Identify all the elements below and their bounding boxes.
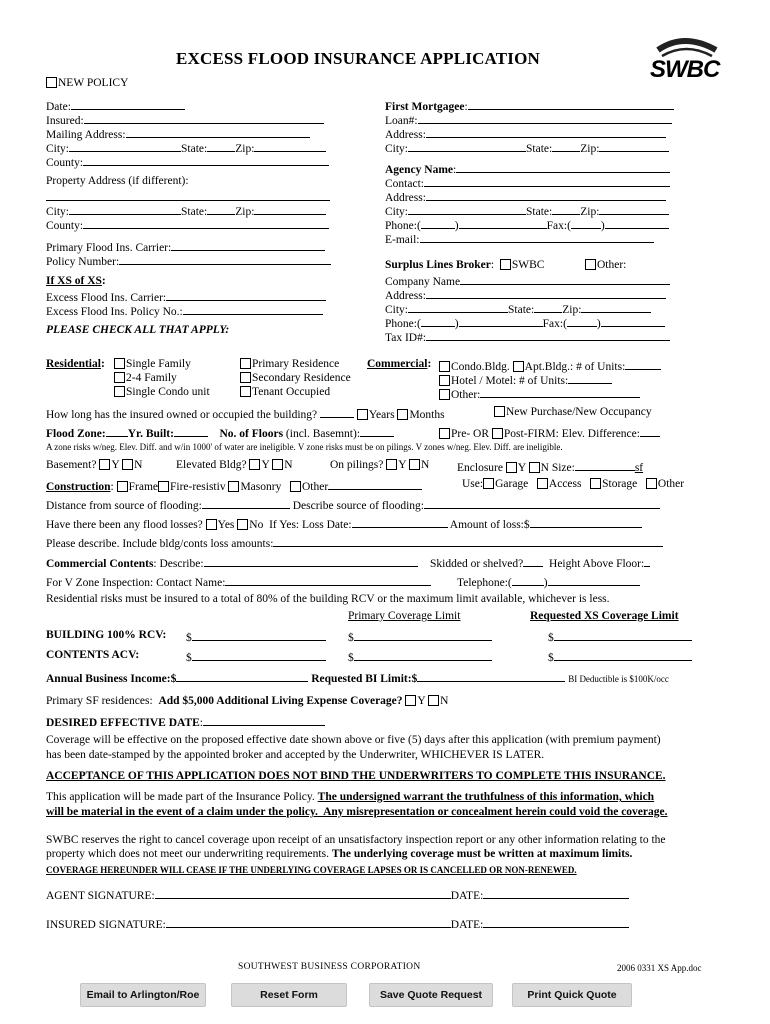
- email-button[interactable]: Email to Arlington/Roe: [80, 983, 206, 1007]
- acceptance-notice: ACCEPTANCE OF THIS APPLICATION DOES NOT BIND THE UNDERWRITERS TO COMPLETE THIS INSURANCE.: [46, 770, 666, 782]
- broker-city-field[interactable]: [408, 300, 508, 313]
- xs-carrier-field[interactable]: [166, 288, 326, 301]
- flood-zone-field[interactable]: [106, 424, 128, 437]
- property-address-field[interactable]: [46, 188, 330, 201]
- enclosure-size-field[interactable]: [575, 458, 635, 471]
- loss-description-field[interactable]: [273, 534, 663, 547]
- distance-field[interactable]: [202, 496, 290, 509]
- fire-resistive-checkbox[interactable]: [158, 481, 169, 492]
- occupancy-duration-field[interactable]: [320, 405, 354, 418]
- new-purchase-checkbox[interactable]: [494, 406, 505, 417]
- single-condo-checkbox[interactable]: [114, 386, 125, 397]
- vzone-phone-area[interactable]: [512, 573, 544, 586]
- property-address-label: Property Address (if different):: [46, 175, 189, 187]
- skidded-field[interactable]: [523, 554, 543, 567]
- primary-residence-checkbox[interactable]: [240, 358, 251, 369]
- check-all-label: PLEASE CHECK ALL THAT APPLY:: [46, 324, 230, 336]
- requested-limit-header: Requested XS Coverage Limit: [530, 610, 679, 622]
- pilings-y-checkbox[interactable]: [386, 459, 397, 470]
- enclosure-y-checkbox[interactable]: [506, 462, 517, 473]
- mortgagee-state-field[interactable]: [552, 139, 580, 152]
- xs-policy-field[interactable]: [183, 302, 323, 315]
- contents-primary-limit-field[interactable]: [354, 648, 492, 661]
- access-checkbox[interactable]: [537, 478, 548, 489]
- masonry-checkbox[interactable]: [228, 481, 239, 492]
- pilings-n-checkbox[interactable]: [409, 459, 420, 470]
- agency-phone-area[interactable]: [421, 216, 455, 229]
- floors-field[interactable]: [360, 424, 394, 437]
- broker-address-field[interactable]: [426, 286, 666, 299]
- agency-fax-area[interactable]: [571, 216, 601, 229]
- tax-id-field[interactable]: [426, 328, 670, 341]
- vzone-contact-field[interactable]: [225, 573, 431, 586]
- construction-other-checkbox[interactable]: [290, 481, 301, 492]
- property-zip-field[interactable]: [254, 202, 326, 215]
- vzone-phone-field[interactable]: [548, 573, 640, 586]
- state-field[interactable]: [207, 139, 235, 152]
- agent-date-field[interactable]: [483, 886, 629, 899]
- loss-date-field[interactable]: [352, 515, 448, 528]
- agency-contact-field[interactable]: [424, 174, 670, 187]
- swbc-checkbox[interactable]: [500, 259, 511, 270]
- pre-firm-checkbox[interactable]: [439, 428, 450, 439]
- elevated-n-checkbox[interactable]: [272, 459, 283, 470]
- mortgagee-address-field[interactable]: [426, 125, 666, 138]
- use-other-checkbox[interactable]: [646, 478, 657, 489]
- property-city-field[interactable]: [69, 202, 181, 215]
- primary-carrier-field[interactable]: [171, 238, 325, 251]
- first-mortgagee-field[interactable]: [468, 97, 674, 110]
- bi-limit-field[interactable]: [417, 669, 565, 682]
- building-xs-limit-field[interactable]: [554, 628, 692, 641]
- garage-checkbox[interactable]: [483, 478, 494, 489]
- single-family-checkbox[interactable]: [114, 358, 125, 369]
- footer-doc-id: 2006 0331 XS App.doc: [617, 963, 702, 973]
- mailing-address-field[interactable]: [126, 125, 310, 138]
- agency-phone-field[interactable]: [459, 216, 547, 229]
- construction-other-field[interactable]: [328, 477, 422, 490]
- insured-date-field[interactable]: [483, 915, 629, 928]
- losses-no-checkbox[interactable]: [237, 519, 248, 530]
- agency-zip-field[interactable]: [599, 202, 669, 215]
- property-county-field[interactable]: [83, 216, 329, 229]
- contents-acv-field[interactable]: [192, 648, 326, 661]
- loss-amount-field[interactable]: [530, 515, 642, 528]
- enclosure-n-checkbox[interactable]: [529, 462, 540, 473]
- contents-xs-limit-field[interactable]: [554, 648, 692, 661]
- zip-field[interactable]: [254, 139, 326, 152]
- broker-fax-field[interactable]: [601, 314, 665, 327]
- broker-company-field[interactable]: [460, 272, 670, 285]
- storage-checkbox[interactable]: [590, 478, 601, 489]
- agency-email-field[interactable]: [420, 230, 654, 243]
- agency-name-field[interactable]: [456, 160, 670, 173]
- swbc-logo: [648, 30, 726, 84]
- flood-source-field[interactable]: [424, 496, 660, 509]
- building-primary-limit-field[interactable]: [354, 628, 492, 641]
- height-field[interactable]: [644, 554, 650, 567]
- broker-phone-field[interactable]: [459, 314, 543, 327]
- print-quote-button[interactable]: Print Quick Quote: [512, 983, 632, 1007]
- primary-limit-header: Primary Coverage Limit: [348, 610, 461, 622]
- basement-n-checkbox[interactable]: [122, 459, 133, 470]
- building-rcv-field[interactable]: [192, 628, 326, 641]
- two-four-family-checkbox[interactable]: [114, 372, 125, 383]
- mortgagee-city-field[interactable]: [408, 139, 526, 152]
- post-firm-checkbox[interactable]: [492, 428, 503, 439]
- policy-number-field[interactable]: [119, 252, 331, 265]
- form-title: EXCESS FLOOD INSURANCE APPLICATION: [176, 49, 541, 68]
- agency-state-field[interactable]: [552, 202, 580, 215]
- hotel-units-field[interactable]: [568, 371, 612, 384]
- effective-date-field[interactable]: [203, 713, 325, 726]
- reset-button[interactable]: Reset Form: [231, 983, 347, 1007]
- agency-fax-field[interactable]: [605, 216, 669, 229]
- city-field[interactable]: [69, 139, 181, 152]
- swbc-logo-text: SWBC: [650, 56, 720, 83]
- months-checkbox[interactable]: [397, 409, 408, 420]
- loan-field[interactable]: [418, 111, 672, 124]
- date-field[interactable]: [71, 97, 185, 110]
- basement-y-checkbox[interactable]: [99, 459, 110, 470]
- insured-field[interactable]: [84, 111, 324, 124]
- new-policy-row: NEW POLICY: [46, 76, 128, 90]
- mortgagee-zip-field[interactable]: [599, 139, 669, 152]
- agency-city-field[interactable]: [408, 202, 526, 215]
- insured-signature-field[interactable]: [166, 915, 451, 928]
- apt-units-field[interactable]: [625, 357, 661, 370]
- new-policy-checkbox[interactable]: [46, 77, 57, 88]
- save-quote-button[interactable]: Save Quote Request: [369, 983, 493, 1007]
- rcv-requirement-note: Residential risks must be insured to a total of 80% of the building RCV or the maximum limit available, whichever is less.: [46, 593, 610, 605]
- secondary-residence-checkbox[interactable]: [240, 372, 251, 383]
- county-field[interactable]: [83, 153, 329, 166]
- footer-company: SOUTHWEST BUSINESS CORPORATION: [238, 962, 421, 972]
- ale-n-checkbox[interactable]: [428, 695, 439, 706]
- contents-description-field[interactable]: [204, 554, 418, 567]
- elevated-y-checkbox[interactable]: [249, 459, 260, 470]
- elev-difference-field[interactable]: [640, 424, 660, 437]
- losses-yes-checkbox[interactable]: [206, 519, 217, 530]
- agent-signature-field[interactable]: [155, 886, 451, 899]
- annual-income-field[interactable]: [176, 669, 308, 682]
- years-checkbox[interactable]: [357, 409, 368, 420]
- coverage-cease-notice: COVERAGE HEREUNDER WILL CEASE IF THE UNDERLYING COVERAGE LAPSES OR IS CANCELLED OR NON-RENEWED.: [46, 865, 577, 875]
- surplus-other-checkbox[interactable]: [585, 259, 596, 270]
- commercial-other-checkbox[interactable]: [439, 389, 450, 400]
- agency-address-field[interactable]: [426, 188, 666, 201]
- zone-eligibility-note: A zone risks w/neg. Elev. Diff. and w/in 1000' of water are ineligible. V zone risks must be on pilings. V zones w/neg. Elev. Diff. are ineligible.: [46, 442, 563, 452]
- ale-y-checkbox[interactable]: [405, 695, 416, 706]
- frame-checkbox[interactable]: [117, 481, 128, 492]
- tenant-occupied-checkbox[interactable]: [240, 386, 251, 397]
- broker-state-field[interactable]: [534, 300, 562, 313]
- broker-fax-area[interactable]: [567, 314, 597, 327]
- broker-zip-field[interactable]: [581, 300, 651, 313]
- property-state-field[interactable]: [207, 202, 235, 215]
- yr-built-field[interactable]: [174, 424, 208, 437]
- broker-phone-area[interactable]: [421, 314, 455, 327]
- commercial-other-field[interactable]: [480, 385, 640, 398]
